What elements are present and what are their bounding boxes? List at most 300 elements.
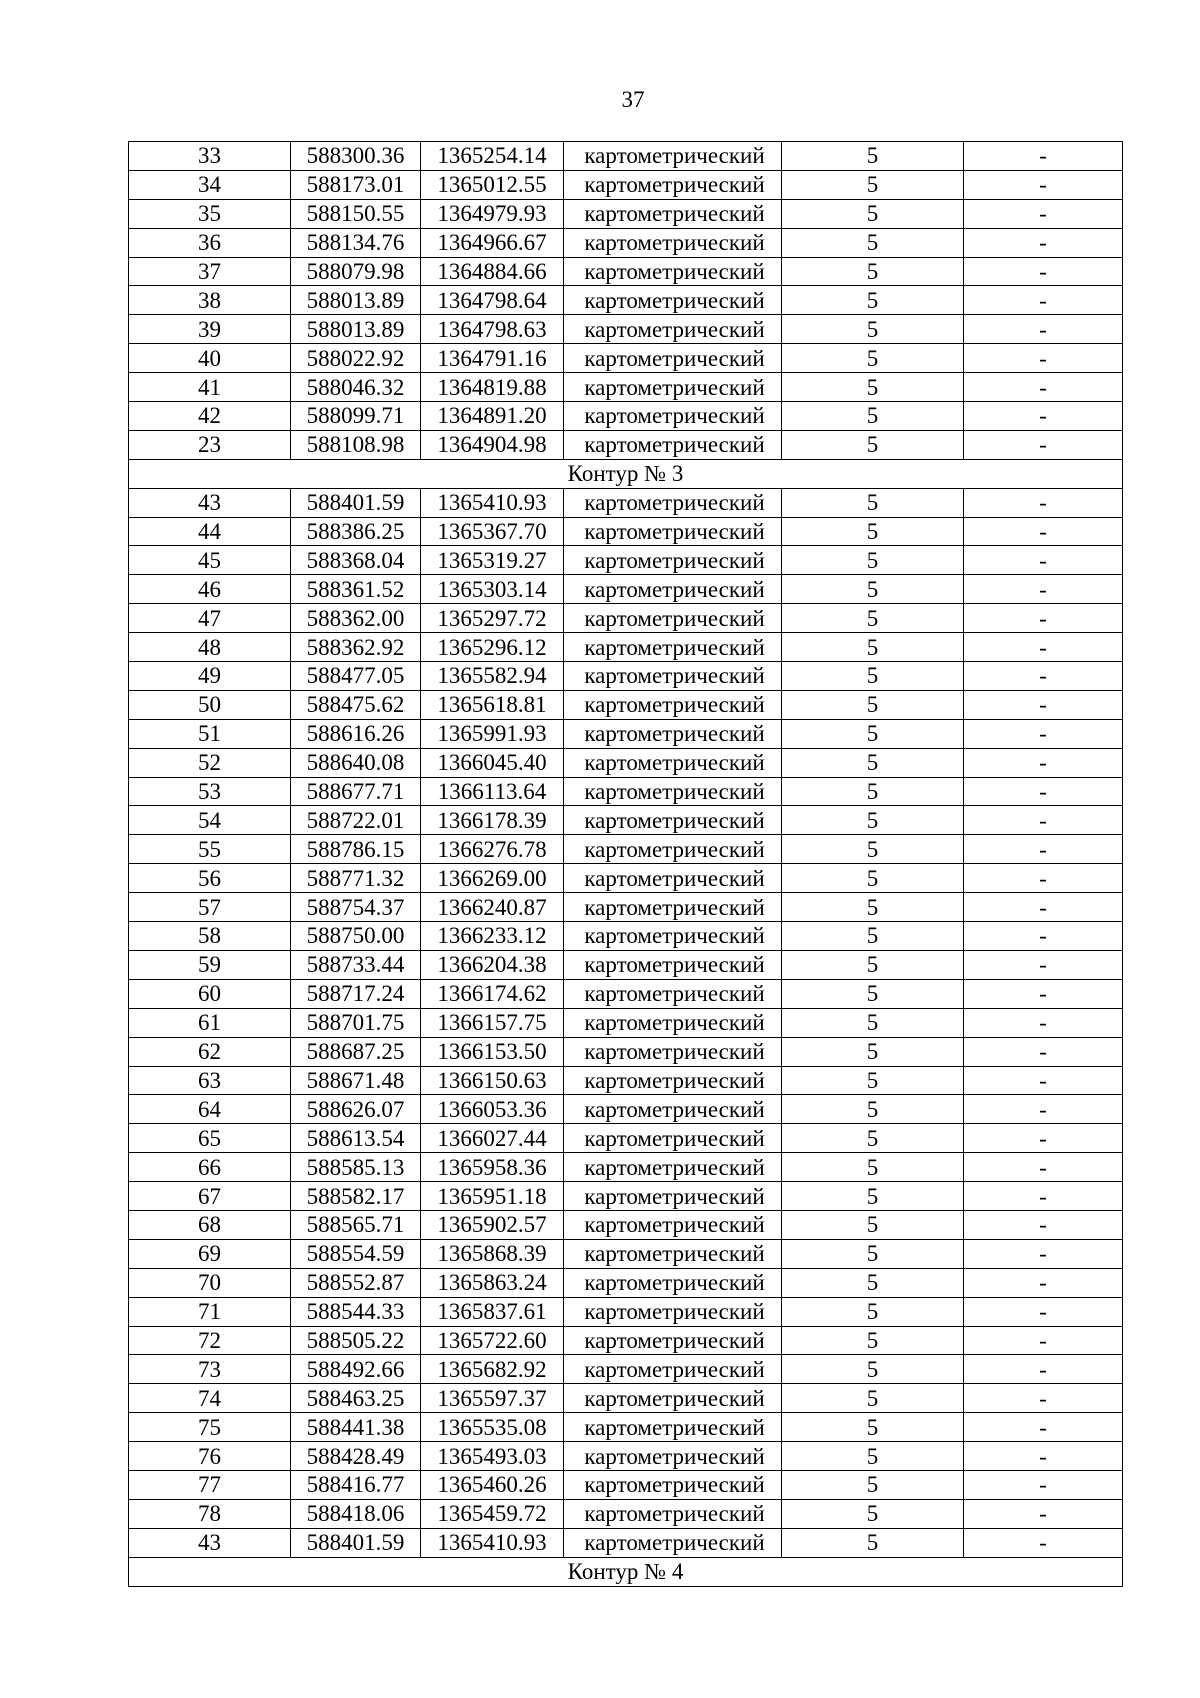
method-cell: картометрический [564,142,782,171]
x-coordinate-cell: 588733.44 [291,950,421,979]
method-cell: картометрический [564,1268,782,1297]
accuracy-cell: 5 [782,257,964,286]
contour-heading-row [129,459,1123,488]
method-cell: картометрический [564,257,782,286]
coordinates-table-body [129,142,1123,1587]
accuracy-cell: 5 [782,806,964,835]
method-cell: картометрический [564,950,782,979]
point-number-cell: 47 [129,604,291,633]
x-coordinate-cell: 588585.13 [291,1153,421,1182]
table-row [129,719,1123,748]
y-coordinate-cell: 1364979.93 [421,199,564,228]
table-row [129,1239,1123,1268]
point-number-cell: 44 [129,517,291,546]
method-cell: картометрический [564,286,782,315]
description-cell: - [964,1326,1123,1355]
method-cell: картометрический [564,373,782,402]
accuracy-cell: 5 [782,402,964,431]
method-cell: картометрический [564,979,782,1008]
y-coordinate-cell: 1365902.57 [421,1210,564,1239]
description-cell: - [964,633,1123,662]
description-cell: - [964,402,1123,431]
y-coordinate-cell: 1365582.94 [421,662,564,691]
accuracy-cell: 5 [782,286,964,315]
description-cell: - [964,690,1123,719]
accuracy-cell: 5 [782,199,964,228]
accuracy-cell: 5 [782,1384,964,1413]
description-cell: - [964,748,1123,777]
table-row [129,1528,1123,1557]
accuracy-cell: 5 [782,1355,964,1384]
table-row [129,1095,1123,1124]
accuracy-cell: 5 [782,1528,964,1557]
x-coordinate-cell: 588750.00 [291,922,421,951]
accuracy-cell: 5 [782,748,964,777]
table-row [129,430,1123,459]
y-coordinate-cell: 1366178.39 [421,806,564,835]
point-number-cell: 75 [129,1413,291,1442]
method-cell: картометрический [564,1499,782,1528]
x-coordinate-cell: 588582.17 [291,1182,421,1211]
x-coordinate-cell: 588613.54 [291,1124,421,1153]
y-coordinate-cell: 1366153.50 [421,1037,564,1066]
table-row [129,922,1123,951]
accuracy-cell: 5 [782,1008,964,1037]
page-number: 37 [621,87,645,112]
accuracy-cell: 5 [782,1066,964,1095]
description-cell: - [964,1066,1123,1095]
table-row [129,315,1123,344]
description-cell: - [964,893,1123,922]
accuracy-cell: 5 [782,922,964,951]
accuracy-cell: 5 [782,777,964,806]
description-cell: - [964,1268,1123,1297]
point-number-cell: 43 [129,1528,291,1557]
description-cell: - [964,1470,1123,1499]
y-coordinate-cell: 1365367.70 [421,517,564,546]
x-coordinate-cell: 588475.62 [291,690,421,719]
point-number-cell: 33 [129,142,291,171]
y-coordinate-cell: 1365868.39 [421,1239,564,1268]
x-coordinate-cell: 588463.25 [291,1384,421,1413]
accuracy-cell: 5 [782,142,964,171]
table-row [129,1210,1123,1239]
y-coordinate-cell: 1364891.20 [421,402,564,431]
x-coordinate-cell: 588134.76 [291,228,421,257]
accuracy-cell: 5 [782,170,964,199]
method-cell: картометрический [564,777,782,806]
y-coordinate-cell: 1365410.93 [421,488,564,517]
description-cell: - [964,1153,1123,1182]
description-cell: - [964,979,1123,1008]
method-cell: картометрический [564,344,782,373]
method-cell: картометрический [564,1413,782,1442]
method-cell: картометрический [564,1095,782,1124]
accuracy-cell: 5 [782,662,964,691]
table-row [129,604,1123,633]
method-cell: картометрический [564,922,782,951]
y-coordinate-cell: 1366204.38 [421,950,564,979]
y-coordinate-cell: 1366269.00 [421,864,564,893]
method-cell: картометрический [564,1528,782,1557]
method-cell: картометрический [564,604,782,633]
description-cell: - [964,604,1123,633]
point-number-cell: 62 [129,1037,291,1066]
x-coordinate-cell: 588616.26 [291,719,421,748]
table-row [129,1413,1123,1442]
description-cell: - [964,1008,1123,1037]
point-number-cell: 41 [129,373,291,402]
x-coordinate-cell: 588717.24 [291,979,421,1008]
description-cell: - [964,922,1123,951]
table-row [129,835,1123,864]
y-coordinate-cell: 1365618.81 [421,690,564,719]
point-number-cell: 40 [129,344,291,373]
x-coordinate-cell: 588013.89 [291,315,421,344]
y-coordinate-cell: 1365837.61 [421,1297,564,1326]
point-number-cell: 38 [129,286,291,315]
y-coordinate-cell: 1364798.64 [421,286,564,315]
table-row [129,344,1123,373]
description-cell: - [964,864,1123,893]
accuracy-cell: 5 [782,517,964,546]
point-number-cell: 53 [129,777,291,806]
point-number-cell: 61 [129,1008,291,1037]
y-coordinate-cell: 1364904.98 [421,430,564,459]
method-cell: картометрический [564,1066,782,1095]
table-row [129,1442,1123,1471]
description-cell: - [964,1499,1123,1528]
y-coordinate-cell: 1365722.60 [421,1326,564,1355]
accuracy-cell: 5 [782,864,964,893]
contour-heading: Контур № 4 [129,1557,1123,1586]
y-coordinate-cell: 1365535.08 [421,1413,564,1442]
x-coordinate-cell: 588368.04 [291,546,421,575]
description-cell: - [964,806,1123,835]
y-coordinate-cell: 1365319.27 [421,546,564,575]
method-cell: картометрический [564,517,782,546]
accuracy-cell: 5 [782,604,964,633]
description-cell: - [964,1528,1123,1557]
description-cell: - [964,1384,1123,1413]
x-coordinate-cell: 588362.00 [291,604,421,633]
description-cell: - [964,344,1123,373]
x-coordinate-cell: 588677.71 [291,777,421,806]
point-number-cell: 57 [129,893,291,922]
description-cell: - [964,1210,1123,1239]
description-cell: - [964,950,1123,979]
point-number-cell: 34 [129,170,291,199]
description-cell: - [964,1297,1123,1326]
table-row [129,286,1123,315]
accuracy-cell: 5 [782,1239,964,1268]
table-row [129,806,1123,835]
x-coordinate-cell: 588565.71 [291,1210,421,1239]
accuracy-cell: 5 [782,950,964,979]
method-cell: картометрический [564,1182,782,1211]
x-coordinate-cell: 588362.92 [291,633,421,662]
y-coordinate-cell: 1364966.67 [421,228,564,257]
description-cell: - [964,199,1123,228]
y-coordinate-cell: 1366157.75 [421,1008,564,1037]
table-row [129,228,1123,257]
point-number-cell: 54 [129,806,291,835]
point-number-cell: 71 [129,1297,291,1326]
description-cell: - [964,228,1123,257]
point-number-cell: 64 [129,1095,291,1124]
y-coordinate-cell: 1365991.93 [421,719,564,748]
point-number-cell: 49 [129,662,291,691]
description-cell: - [964,286,1123,315]
method-cell: картометрический [564,690,782,719]
y-coordinate-cell: 1365460.26 [421,1470,564,1499]
x-coordinate-cell: 588173.01 [291,170,421,199]
accuracy-cell: 5 [782,1210,964,1239]
table-row [129,575,1123,604]
y-coordinate-cell: 1366045.40 [421,748,564,777]
method-cell: картометрический [564,1153,782,1182]
description-cell: - [964,835,1123,864]
point-number-cell: 56 [129,864,291,893]
description-cell: - [964,1442,1123,1471]
table-row [129,662,1123,691]
y-coordinate-cell: 1365493.03 [421,1442,564,1471]
accuracy-cell: 5 [782,1470,964,1499]
coordinates-table [128,141,1123,1587]
description-cell: - [964,662,1123,691]
description-cell: - [964,575,1123,604]
table-row [129,1326,1123,1355]
accuracy-cell: 5 [782,1095,964,1124]
x-coordinate-cell: 588505.22 [291,1326,421,1355]
x-coordinate-cell: 588150.55 [291,199,421,228]
y-coordinate-cell: 1364791.16 [421,344,564,373]
x-coordinate-cell: 588079.98 [291,257,421,286]
y-coordinate-cell: 1366174.62 [421,979,564,1008]
table-row [129,1153,1123,1182]
point-number-cell: 66 [129,1153,291,1182]
y-coordinate-cell: 1365012.55 [421,170,564,199]
x-coordinate-cell: 588022.92 [291,344,421,373]
point-number-cell: 67 [129,1182,291,1211]
x-coordinate-cell: 588441.38 [291,1413,421,1442]
accuracy-cell: 5 [782,1326,964,1355]
description-cell: - [964,1037,1123,1066]
method-cell: картометрический [564,1384,782,1413]
accuracy-cell: 5 [782,893,964,922]
accuracy-cell: 5 [782,315,964,344]
y-coordinate-cell: 1364798.63 [421,315,564,344]
x-coordinate-cell: 588418.06 [291,1499,421,1528]
table-row [129,1470,1123,1499]
y-coordinate-cell: 1365410.93 [421,1528,564,1557]
point-number-cell: 36 [129,228,291,257]
x-coordinate-cell: 588099.71 [291,402,421,431]
x-coordinate-cell: 588754.37 [291,893,421,922]
description-cell: - [964,1124,1123,1153]
point-number-cell: 74 [129,1384,291,1413]
point-number-cell: 73 [129,1355,291,1384]
method-cell: картометрический [564,1355,782,1384]
accuracy-cell: 5 [782,633,964,662]
y-coordinate-cell: 1365682.92 [421,1355,564,1384]
table-row [129,1182,1123,1211]
table-row [129,1066,1123,1095]
point-number-cell: 70 [129,1268,291,1297]
x-coordinate-cell: 588554.59 [291,1239,421,1268]
y-coordinate-cell: 1365951.18 [421,1182,564,1211]
point-number-cell: 68 [129,1210,291,1239]
accuracy-cell: 5 [782,1153,964,1182]
table-row [129,142,1123,171]
point-number-cell: 23 [129,430,291,459]
description-cell: - [964,257,1123,286]
method-cell: картометрический [564,1037,782,1066]
accuracy-cell: 5 [782,1297,964,1326]
contour-heading: Контур № 3 [129,459,1123,488]
y-coordinate-cell: 1365597.37 [421,1384,564,1413]
x-coordinate-cell: 588671.48 [291,1066,421,1095]
accuracy-cell: 5 [782,1182,964,1211]
accuracy-cell: 5 [782,719,964,748]
table-row [129,1008,1123,1037]
accuracy-cell: 5 [782,1442,964,1471]
table-row [129,1124,1123,1153]
x-coordinate-cell: 588108.98 [291,430,421,459]
accuracy-cell: 5 [782,1124,964,1153]
x-coordinate-cell: 588428.49 [291,1442,421,1471]
table-row [129,893,1123,922]
point-number-cell: 55 [129,835,291,864]
accuracy-cell: 5 [782,835,964,864]
table-row [129,979,1123,1008]
y-coordinate-cell: 1366150.63 [421,1066,564,1095]
description-cell: - [964,546,1123,575]
method-cell: картометрический [564,402,782,431]
point-number-cell: 45 [129,546,291,575]
description-cell: - [964,430,1123,459]
method-cell: картометрический [564,1297,782,1326]
description-cell: - [964,1355,1123,1384]
y-coordinate-cell: 1365296.12 [421,633,564,662]
table-row [129,1037,1123,1066]
description-cell: - [964,1182,1123,1211]
y-coordinate-cell: 1364819.88 [421,373,564,402]
accuracy-cell: 5 [782,344,964,373]
method-cell: картометрический [564,1239,782,1268]
y-coordinate-cell: 1366233.12 [421,922,564,951]
x-coordinate-cell: 588416.77 [291,1470,421,1499]
description-cell: - [964,373,1123,402]
accuracy-cell: 5 [782,1499,964,1528]
table-row [129,546,1123,575]
point-number-cell: 60 [129,979,291,1008]
point-number-cell: 59 [129,950,291,979]
accuracy-cell: 5 [782,979,964,1008]
table-row [129,1384,1123,1413]
method-cell: картометрический [564,199,782,228]
table-row [129,1268,1123,1297]
description-cell: - [964,315,1123,344]
point-number-cell: 51 [129,719,291,748]
point-number-cell: 43 [129,488,291,517]
x-coordinate-cell: 588786.15 [291,835,421,864]
method-cell: картометрический [564,835,782,864]
point-number-cell: 35 [129,199,291,228]
method-cell: картометрический [564,1210,782,1239]
y-coordinate-cell: 1365958.36 [421,1153,564,1182]
description-cell: - [964,777,1123,806]
x-coordinate-cell: 588300.36 [291,142,421,171]
method-cell: картометрический [564,1008,782,1037]
x-coordinate-cell: 588361.52 [291,575,421,604]
x-coordinate-cell: 588477.05 [291,662,421,691]
accuracy-cell: 5 [782,575,964,604]
description-cell: - [964,142,1123,171]
point-number-cell: 78 [129,1499,291,1528]
y-coordinate-cell: 1366240.87 [421,893,564,922]
x-coordinate-cell: 588626.07 [291,1095,421,1124]
method-cell: картометрический [564,864,782,893]
table-row [129,950,1123,979]
contour-heading-row [129,1557,1123,1586]
x-coordinate-cell: 588013.89 [291,286,421,315]
point-number-cell: 48 [129,633,291,662]
y-coordinate-cell: 1364884.66 [421,257,564,286]
method-cell: картометрический [564,228,782,257]
description-cell: - [964,719,1123,748]
x-coordinate-cell: 588687.25 [291,1037,421,1066]
method-cell: картометрический [564,806,782,835]
x-coordinate-cell: 588492.66 [291,1355,421,1384]
method-cell: картометрический [564,1326,782,1355]
y-coordinate-cell: 1365303.14 [421,575,564,604]
table-row [129,690,1123,719]
description-cell: - [964,1095,1123,1124]
y-coordinate-cell: 1365254.14 [421,142,564,171]
table-row [129,199,1123,228]
accuracy-cell: 5 [782,373,964,402]
description-cell: - [964,1413,1123,1442]
method-cell: картометрический [564,546,782,575]
accuracy-cell: 5 [782,228,964,257]
table-row [129,864,1123,893]
method-cell: картометрический [564,633,782,662]
method-cell: картометрический [564,748,782,777]
method-cell: картометрический [564,488,782,517]
description-cell: - [964,488,1123,517]
x-coordinate-cell: 588046.32 [291,373,421,402]
accuracy-cell: 5 [782,1413,964,1442]
point-number-cell: 52 [129,748,291,777]
point-number-cell: 65 [129,1124,291,1153]
point-number-cell: 72 [129,1326,291,1355]
y-coordinate-cell: 1365459.72 [421,1499,564,1528]
table-row [129,748,1123,777]
accuracy-cell: 5 [782,1268,964,1297]
y-coordinate-cell: 1366113.64 [421,777,564,806]
method-cell: картометрический [564,575,782,604]
x-coordinate-cell: 588386.25 [291,517,421,546]
accuracy-cell: 5 [782,430,964,459]
point-number-cell: 46 [129,575,291,604]
method-cell: картометрический [564,1442,782,1471]
table-row [129,1297,1123,1326]
table-row [129,1355,1123,1384]
table-row [129,488,1123,517]
y-coordinate-cell: 1366027.44 [421,1124,564,1153]
description-cell: - [964,517,1123,546]
